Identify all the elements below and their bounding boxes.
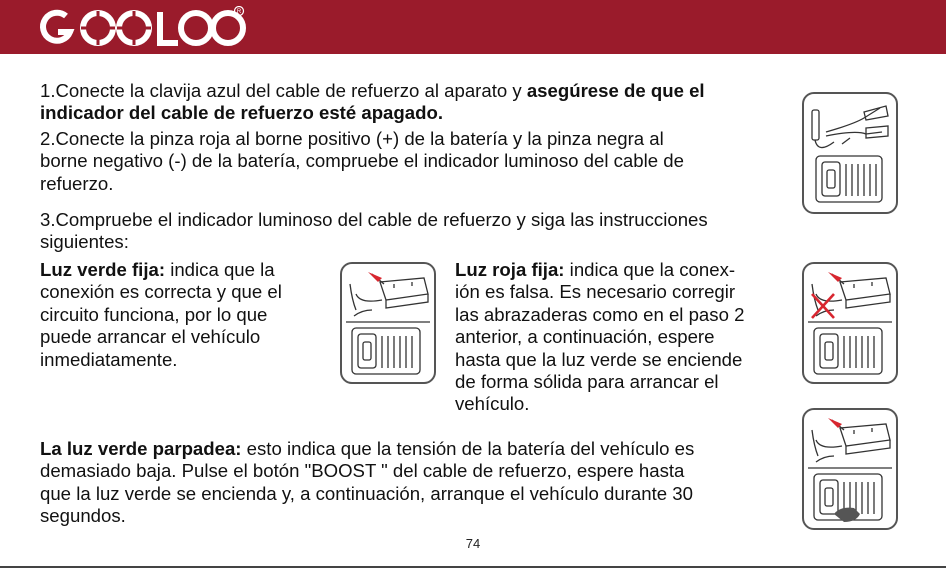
step-1-text: 1.Conecte la clavija azul del cable de refuerzo al aparato y asegúrese de que el indicador del cable de refuerzo esté apagado.	[40, 80, 705, 124]
jumper-cable-plug-illustration-icon	[802, 92, 898, 214]
step-3-text: 3.Compruebe el indicador luminoso del cable de refuerzo y siga las instrucciones siguientes:	[40, 209, 708, 253]
header-bar	[0, 0, 946, 54]
gooloo-logo-icon	[36, 6, 246, 50]
battery-clamp-wrong-illustration-icon	[802, 262, 898, 384]
page-number: 74	[465, 536, 481, 551]
battery-boost-button-illustration-icon	[802, 408, 898, 530]
step-2-text: 2.Conecte la pinza roja al borne positivo (+) de la batería y la pinza negra al borne negativo (-) de la batería, compruebe el indicador luminoso del cable de refuerzo.	[40, 128, 684, 194]
green-solid-text: Luz verde fija: indica que la conexión es correcta y que el circuito funciona, por lo que puede arrancar el vehículo inmediatamente.	[40, 259, 282, 370]
battery-clamp-correct-illustration-icon	[340, 262, 436, 384]
registered-mark: R	[236, 9, 242, 16]
red-solid-text: Luz roja fija: indica que la conex- ión es falsa. Es necesario corregir las abrazaderas como en el paso 2 anterior, a continuación, espere hasta que la luz verde se enciende de forma sólida para arrancar el vehículo.	[455, 259, 745, 415]
green-blinking-text: La luz verde parpadea: esto indica que la tensión de la batería del vehículo es demasiado baja. Pulse el botón "BOOST " del cable de refuerzo, espere hasta que la luz verde se encienda y, a continuación, arranque el vehículo durante 30 segundos.	[40, 438, 695, 527]
